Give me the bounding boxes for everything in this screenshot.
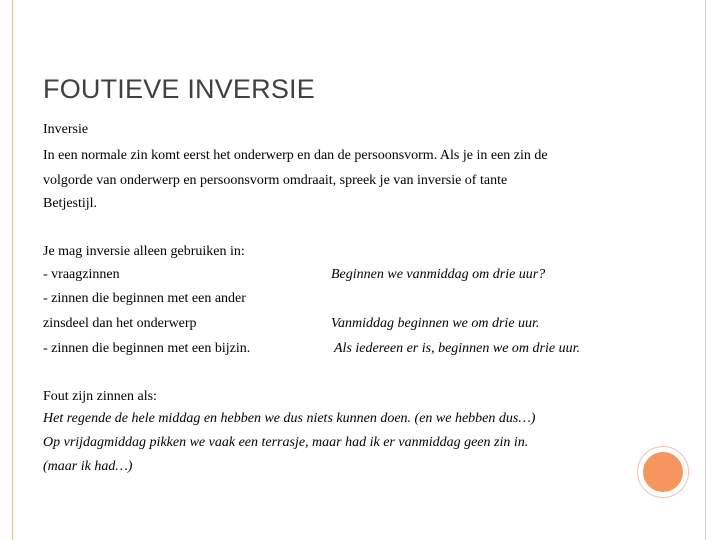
section-heading: Inversie bbox=[43, 122, 89, 137]
wrong-example-2-cont: (maar ik had…) bbox=[43, 459, 133, 474]
slide-title: FOUTIEVE INVERSIE bbox=[43, 74, 315, 104]
wrong-example-2: Op vrijdagmiddag pikken we vaak een terrasje, maar had ik er vanmiddag geen zin in. bbox=[43, 435, 529, 450]
usage-intro: Je mag inversie alleen gebruiken in: bbox=[43, 244, 245, 259]
intro-line-3: Betjestijl. bbox=[43, 196, 98, 211]
usage-item-questions: - vraagzinnen bbox=[43, 267, 120, 282]
example-other-part: Vanmiddag beginnen we om drie uur. bbox=[331, 316, 540, 331]
usage-item-other-part: - zinnen die beginnen met een ander bbox=[43, 291, 246, 306]
decorative-circle-icon bbox=[643, 452, 683, 492]
wrong-example-1: Het regende de hele middag en hebben we dus niets kunnen doen. (en we hebben dus…) bbox=[43, 411, 536, 426]
usage-item-subclause: - zinnen die beginnen met een bijzin. bbox=[43, 341, 251, 356]
example-question: Beginnen we vanmiddag om drie uur? bbox=[331, 267, 546, 282]
intro-line-1: In een normale zin komt eerst het onderwerp en dan de persoonsvorm. Als je in een zin de bbox=[43, 148, 548, 163]
wrong-intro: Fout zijn zinnen als: bbox=[43, 389, 157, 404]
example-subclause: Als iedereen er is, beginnen we om drie uur. bbox=[334, 341, 580, 356]
usage-item-other-part-cont: zinsdeel dan het onderwerp bbox=[43, 316, 197, 331]
intro-line-2: volgorde van onderwerp en persoonsvorm omdraait, spreek je van inversie of tante bbox=[43, 173, 508, 188]
